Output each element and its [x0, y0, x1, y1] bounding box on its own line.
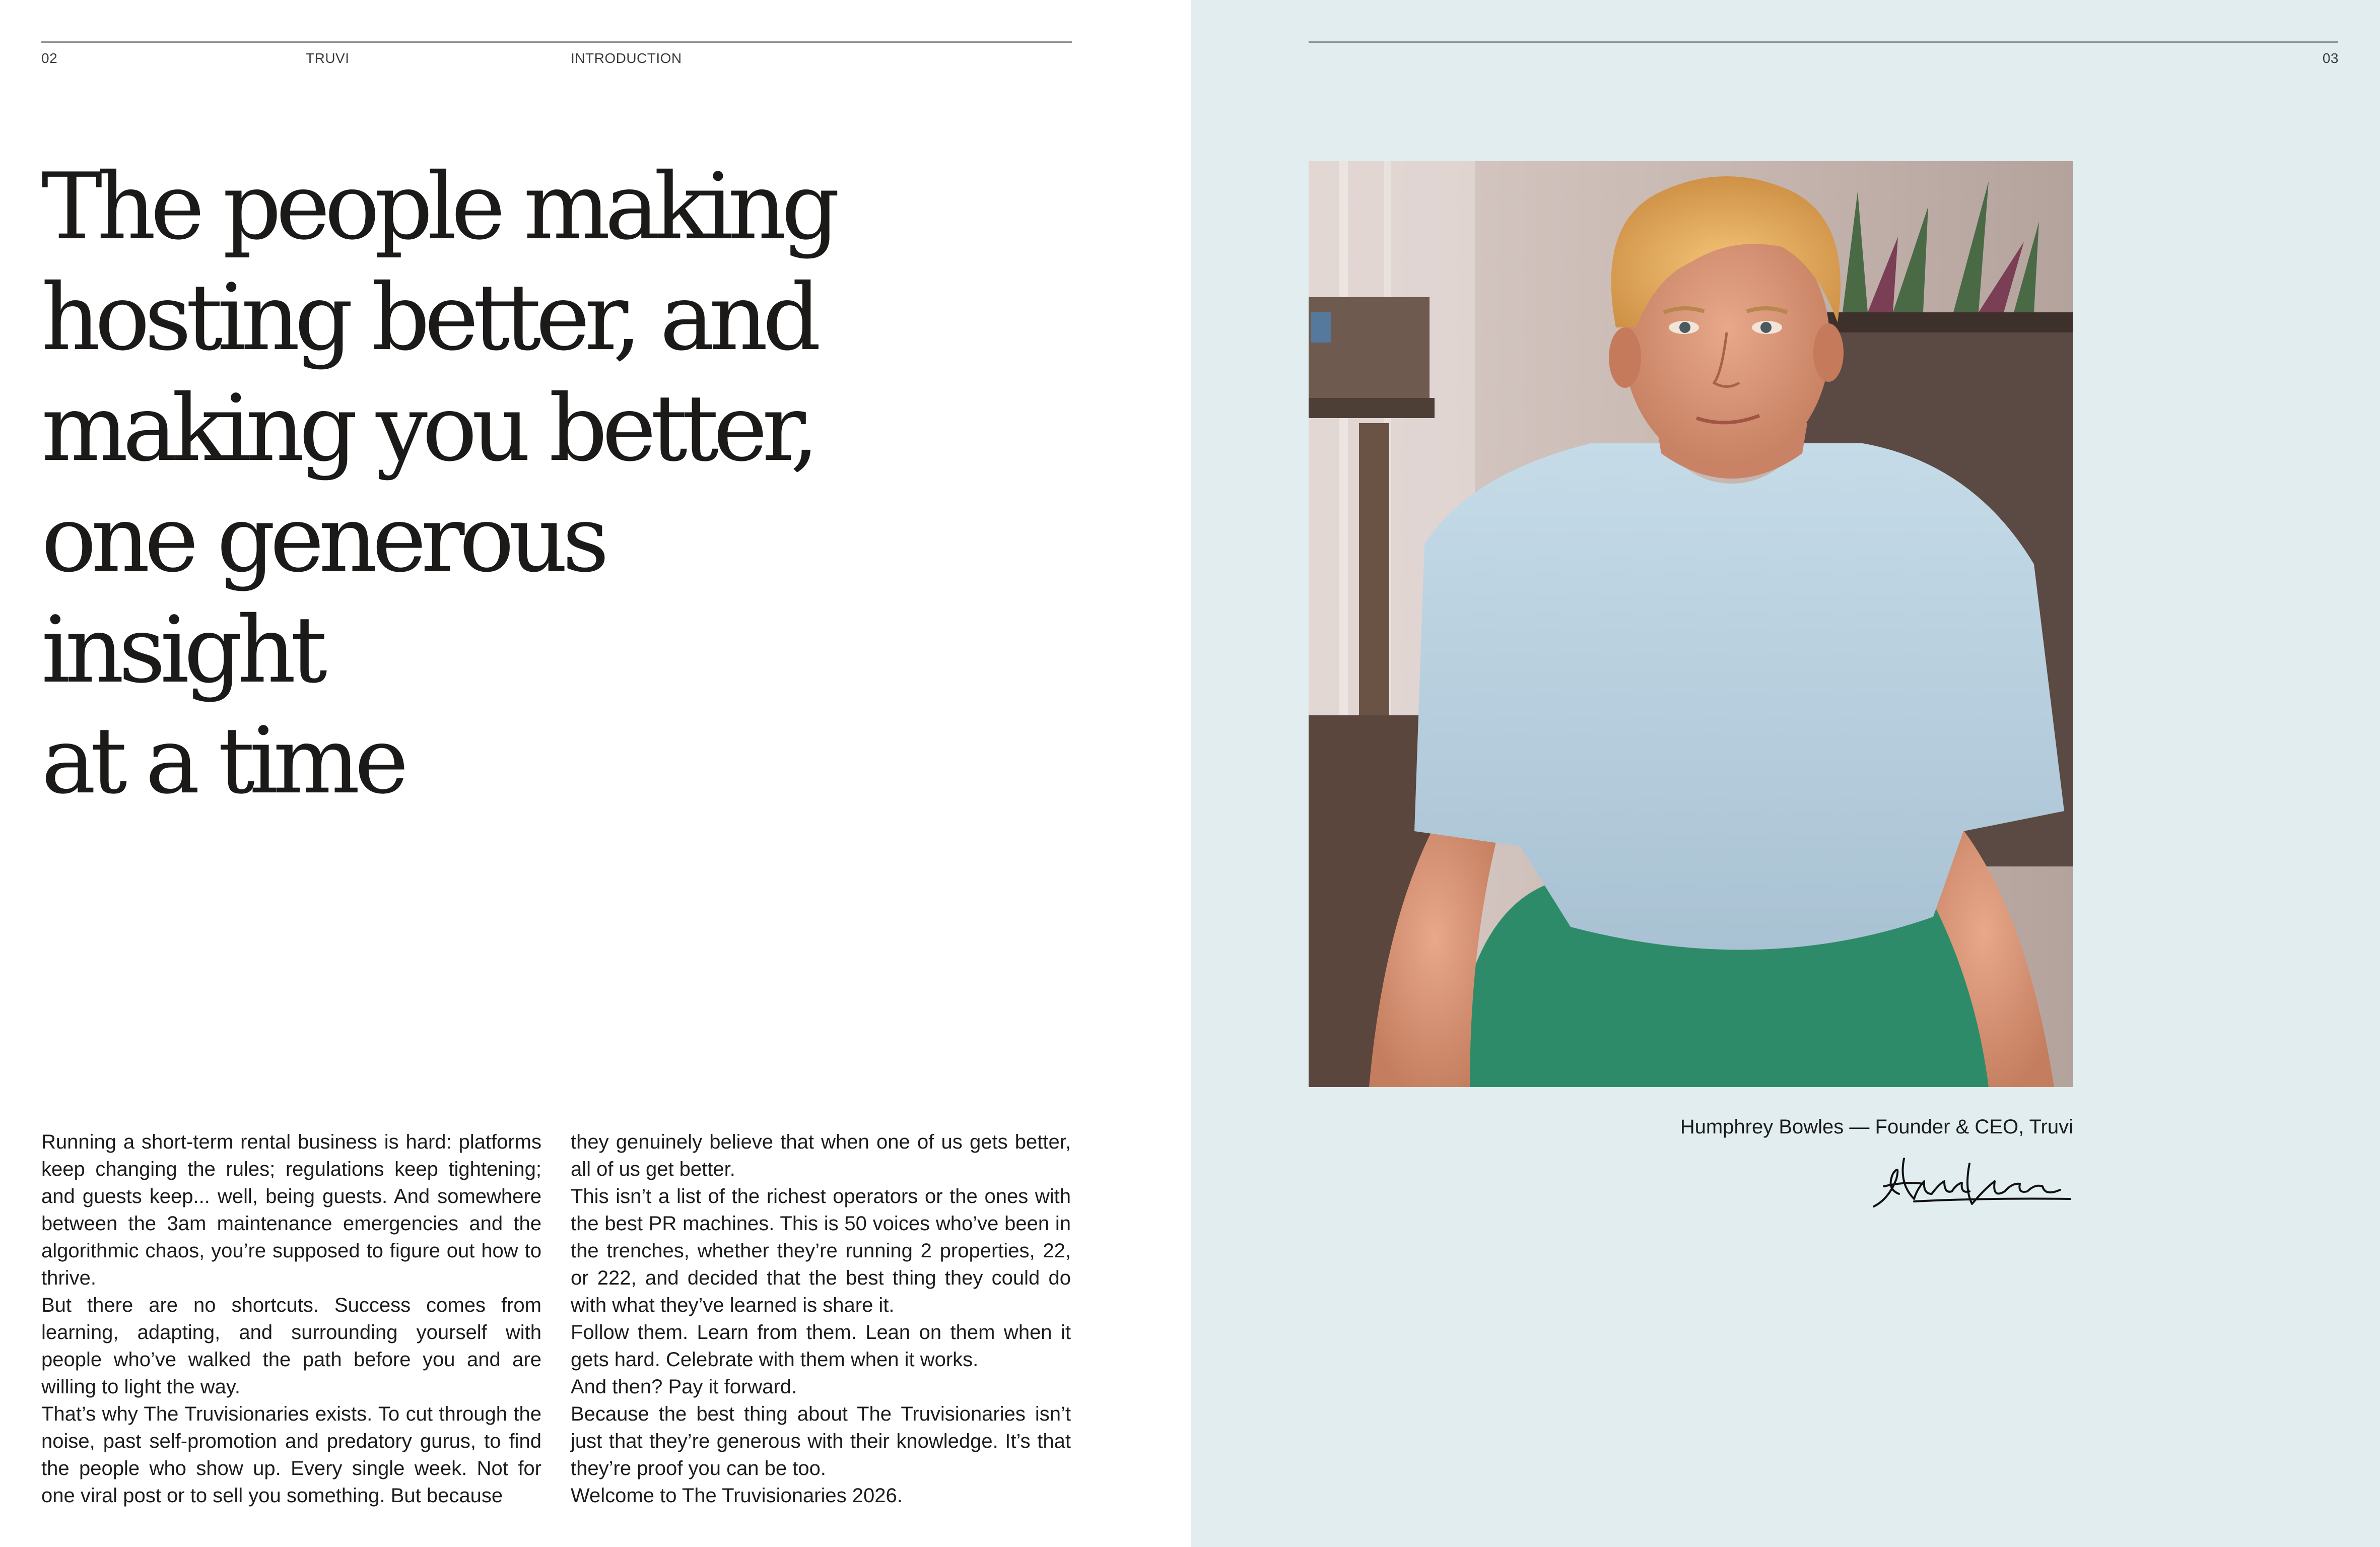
body-column-1: [41, 1128, 541, 1509]
body-paragraph: Follow them. Learn from them. Lean on them when it gets hard. Celebrate with them when it works.: [571, 1321, 1071, 1371]
body-paragraph: Because the best thing about The Truvisionaries isn’t just that they’re generous with their knowledge. It’s that they’re proof you can be too.: [571, 1403, 1071, 1479]
body-paragraph: That’s why The Truvisionaries exists. To cut through the noise, past self-promotion and predatory gurus, to find the people who show up. Every single week. Not for one viral post or to sell you something. But because: [41, 1403, 541, 1507]
running-header-section: INTRODUCTION: [571, 50, 682, 66]
body-paragraph: Welcome to The Truvisionaries 2026.: [571, 1485, 903, 1507]
page-number-left: 02: [41, 50, 58, 66]
portrait-photo: [1309, 161, 2073, 1087]
body-column-2: [571, 1128, 1071, 1509]
body-paragraph: But there are no shortcuts. Success comes from learning, adapting, and surrounding yourself with people who’ve walked the path before you and are willing to light the way.: [41, 1294, 541, 1398]
running-header-brand: TRUVI: [306, 50, 350, 66]
body-paragraph: And then? Pay it forward.: [571, 1376, 797, 1398]
right-page: [1191, 0, 2380, 1547]
body-paragraph: Running a short-term rental business is hard: platforms keep changing the rules; regulations keep tightening; and guests keep... well, being guests. And somewhere between the 3am maintenance emergencies and the algorithmic chaos, you’re supposed to figure out how to thrive.: [41, 1131, 541, 1289]
photo-caption: Humphrey Bowles — Founder & CEO, Truvi: [1680, 1116, 2073, 1138]
page-headline: The people making hosting better, and making you better, one generous insight at a time: [41, 153, 835, 814]
body-paragraph: This isn’t a list of the richest operators or the ones with the best PR machines. This is 50 voices who’ve been in the trenches, whether they’re running 2 properties, 22, or 222, and decided that the best thing they could do with what they’ve learned is share it.: [571, 1185, 1071, 1316]
header-rule: [1309, 41, 2338, 43]
header-rule: [41, 41, 1072, 43]
page-number-right: 03: [2322, 50, 2339, 66]
body-paragraph: they genuinely believe that when one of us gets better, all of us get better.: [571, 1131, 1071, 1180]
signature-graphic: [1869, 1144, 2075, 1219]
